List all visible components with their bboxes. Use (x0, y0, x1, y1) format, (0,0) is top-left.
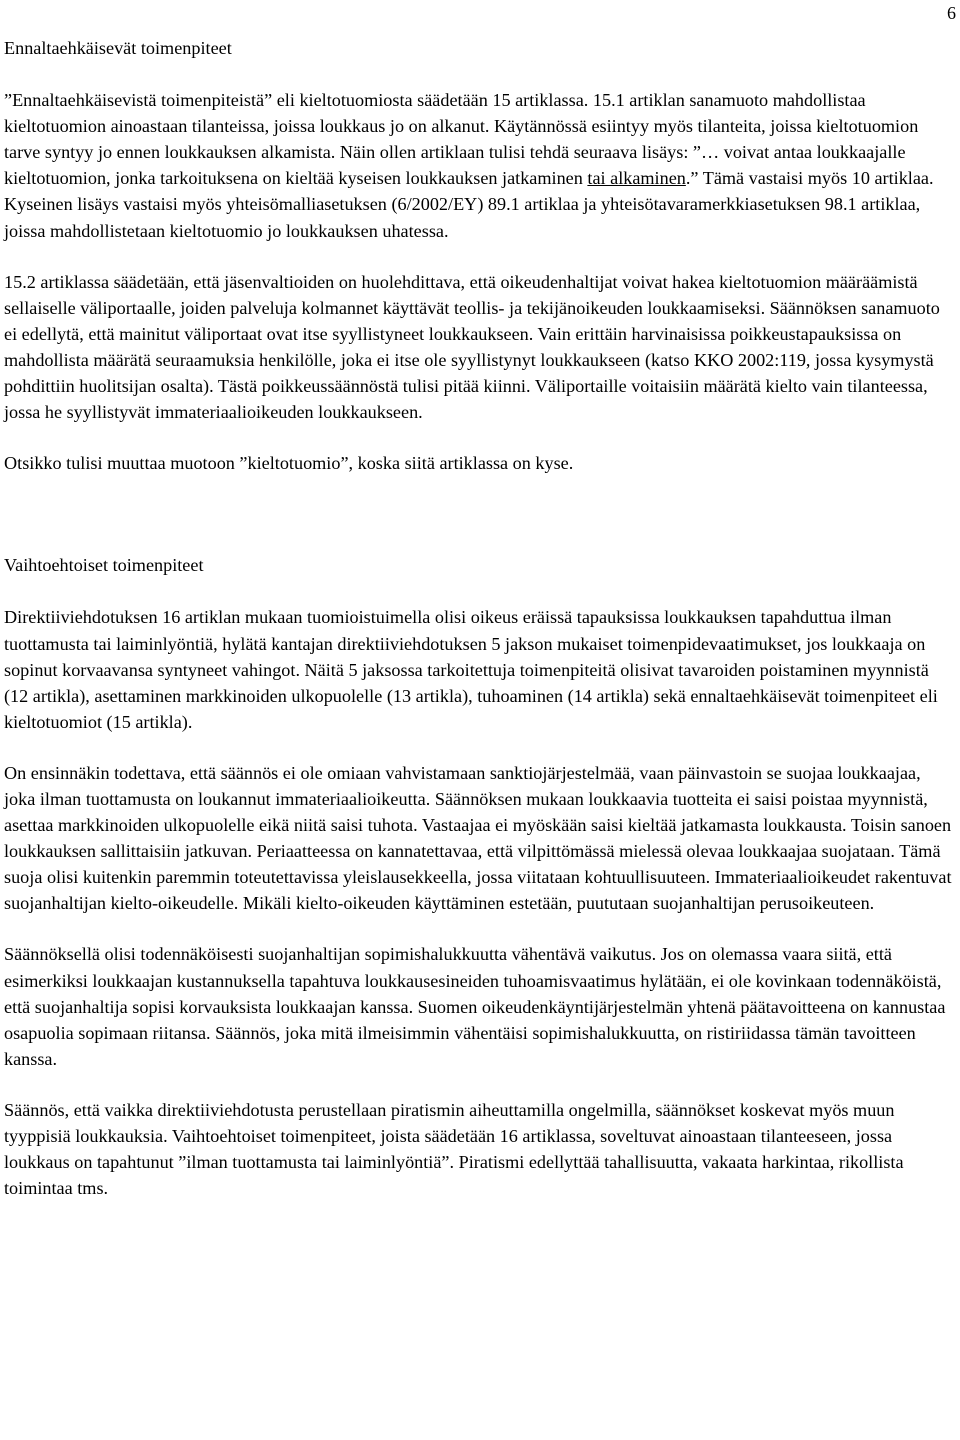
paragraph-article-16: Direktiiviehdotuksen 16 artiklan mukaan tuomioistuimella olisi oikeus eräissä tapauksissa loukkauksen tapahduttua ilman tuottamusta tai laiminlyöntiä, hylätä kantajan direktiiviehdotuksen 5 jakson mukaiset toimenpidevaatimukset, jos loukkaaja on sopinut korvaavansa syntyneet vahingot. Näitä 5 jaksossa tarkoitettuja toimenpiteitä olisivat tavaroiden poistaminen myynnistä (12 artikla), asettaminen markkinoiden ulkopuolelle (13 artikla), tuhoaminen (14 artikla) sekä ennaltaehkäisevät toimenpiteet eli kieltotuomiot (15 artikla). (4, 607, 938, 732)
section-preventive-measures (4, 35, 956, 476)
page-number: 6 (947, 3, 956, 23)
underlined-text: tai alkaminen (587, 168, 686, 189)
paragraph-article-15-2: 15.2 artiklassa säädetään, että jäsenvaltioiden on huolehdittava, että oikeudenhaltijat voivat hakea kieltotuomion määräämistä sellaiselle väliportaalle, joiden palveluja kolmannet käyttävät teollis- ja tekijänoikeuden loukkaamiseksi. Säännöksen sanamuoto ei edellytä, että mainitut väliportaat ovat itse syyllistyneet loukkaukseen. Vain erittäin harvinaisissa poikkeustapauksissa on mahdollista määrätä seuraamuksia henkilölle, joka ei itse ole syyllistynyt loukkaukseen (katso KKO 2002:119, jossa kysymystä pohdittiin huolitsijan osalta). Tästä poikkeussäännöstä tulisi pitää kiinni. Väliportaille voitaisiin määrätä kielto vain tilanteessa, jossa he syyllistyvät immateriaalioikeuden loukkaukseen. (4, 271, 940, 423)
paragraph-text: .” Tämä vastaisi myös 10 artiklaa. Kyseinen lisäys vastaisi myös yhteisömalliasetuksen (6/2002/EY) 89.1 artiklaa ja yhteisötavaramerkkiasetuksen 98.1 artiklaa, joissa mahdollistetaan kieltotuomio jo loukkauksen uhatessa. (4, 168, 934, 241)
paragraph-sanction-system: On ensinnäkin todettava, että säännös ei ole omiaan vahvistamaan sanktiojärjestelmää, vaan päinvastoin se suojaa loukkaajaa, joka ilman tuottamusta on loukannut immateriaalioikeutta. Säännöksen mukaan loukkaavia tuotteita ei saisi poistaa myynnistä, asettaa markkinoiden ulkopuolelle eikä niitä saisi tuhota. Vastaajaa ei myöskään saisi kieltää jatkamasta loukkausta. Toisin sanoen loukkauksen sallittaisiin jatkuvan. Periaatteessa on kannatettavaa, että vilpittömässä mielessä olevaa loukkaajaa suojataan. Tämä suoja olisi kuitenkin paremmin toteutettavissa yleislausekkeella, jossa viitataan kohtuullisuuteen. Immateriaalioikeudet rakentuvat suojanhaltijan kielto-oikeudelle. Mikäli kielto-oikeuden käyttäminen estetään, puututaan suojanhaltijan perusoikeuteen. (4, 762, 952, 914)
section-alternative-measures (4, 552, 956, 1201)
paragraph-piracy: Säännös, että vaikka direktiiviehdotusta perustellaan piratismin aiheuttamilla ongelmilla, säännökset koskevat myös muun tyyppisiä loukkauksia. Vaihtoehtoiset toimenpiteet, joista säädetään 16 artiklassa, soveltuvat ainoastaan tilanteeseen, jossa loukkaus on tapahtunut ”ilman tuottamusta tai laiminlyöntiä”. Piratismi edellyttää tahallisuutta, vakaata harkintaa, rikollista toimintaa tms. (4, 1099, 904, 1199)
paragraph-text: ”Ennaltaehkäisevistä toimenpiteistä” eli kieltotuomiosta säädetään 15 artiklassa. 15.1 artiklan sanamuoto mahdollistaa kieltotuomion ainoastaan tilanteissa, joissa loukkaus jo on alkanut. Käytännössä esiintyy myös tilanteita, joissa kieltotuomion tarve syntyy jo ennen loukkauksen alkamista. Näin ollen artiklaan tulisi tehdä seuraava lisäys: ”… voivat antaa loukkaajalle kieltotuomion, jonka tarkoituksena on kieltää kyseisen loukkauksen jatkaminen (4, 90, 919, 189)
paragraph-article-15-1 (4, 87, 956, 244)
section-heading-preventive-measures: Ennaltaehkäisevät toimenpiteet (4, 38, 232, 58)
section-heading-alternative-measures: Vaihtoehtoiset toimenpiteet (4, 555, 204, 576)
document-body (4, 35, 956, 1201)
paragraph-title-change: Otsikko tulisi muuttaa muotoon ”kieltotuomio”, koska siitä artiklassa on kyse. (4, 453, 574, 474)
paragraph-settlement: Säännöksellä olisi todennäköisesti suojanhaltijan sopimishalukkuutta vähentävä vaikutus. Jos on olemassa vaara siitä, että esimerkiksi loukkaajan kustannuksella tapahtuva loukkausesineiden tuhoamisvaatimus hylätään, ei ole kovinkaan todennäköistä, että suojanhaltija sopisi korvauksista loukkaajan kanssa. Suomen oikeudenkäyntijärjestelmän yhtenä päätavoitteena on kannustaa osapuolia sopimaan riitansa. Säännös, joka mitä ilmeisimmin vähentäisi sopimishalukkuutta, on ristiriidassa tämän tavoitteen kanssa. (4, 944, 946, 1069)
